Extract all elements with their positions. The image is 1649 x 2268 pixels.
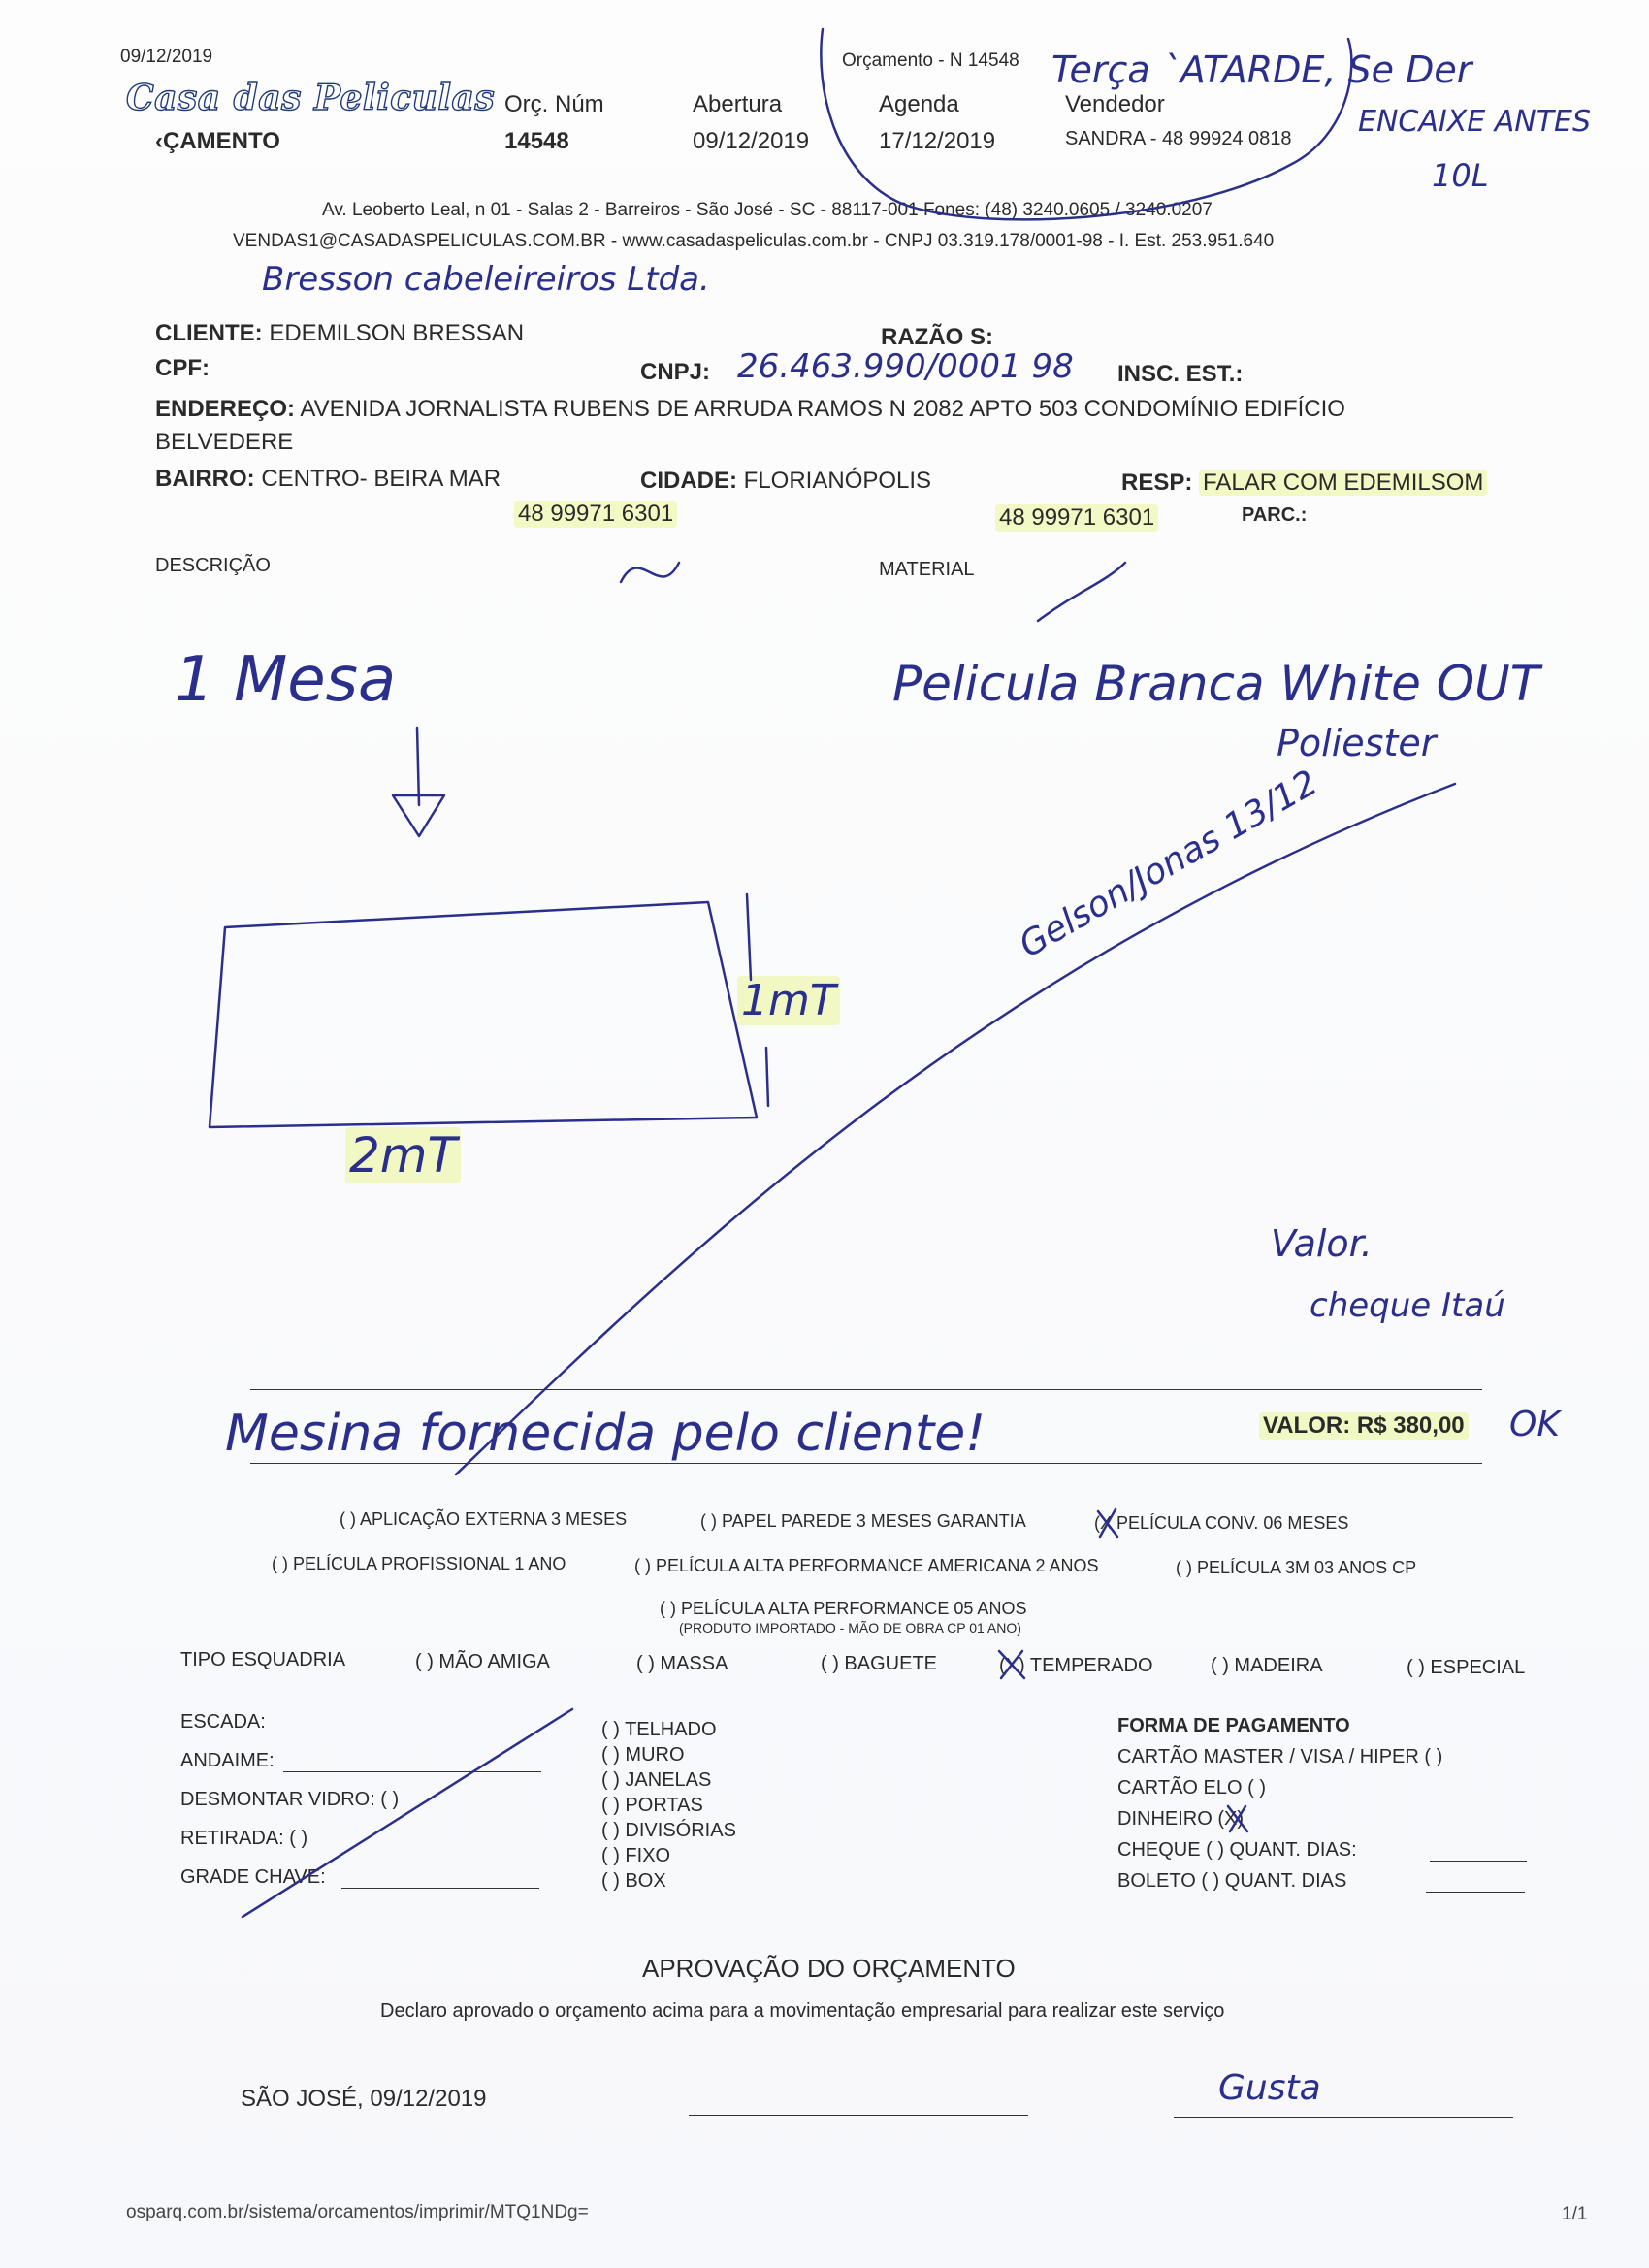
extra-telhado: ( ) TELHADO [601, 1719, 717, 1740]
arrow-down-icon [393, 728, 444, 836]
bairro-label: BAIRRO: [155, 466, 255, 492]
handwritten-item: 1 Mesa [175, 644, 397, 716]
approval-place-date: SÃO JOSÉ, 09/12/2019 [241, 2086, 487, 2112]
handwritten-client-note: Mesina fornecida pelo cliente! [225, 1405, 986, 1463]
handwritten-signature: Gusta [1218, 2068, 1321, 2108]
divider-line [250, 1463, 1482, 1464]
esquadria-label: TIPO ESQUADRIA [180, 1649, 346, 1670]
razao-label: RAZÃO S: [881, 324, 993, 350]
signature-line [1174, 2117, 1513, 2118]
service-option: ( ) APLICAÇÃO EXTERNA 3 MESES [340, 1509, 628, 1529]
handwritten-cnpj: 26.463.990/0001 98 [737, 347, 1074, 386]
print-date: 09/12/2019 [120, 47, 213, 67]
service-option: ( ) PELÍCULA ALTA PERFORMANCE AMERICANA 2 ANOS [634, 1556, 1099, 1575]
cliente-value: EDEMILSON BRESSAN [269, 320, 525, 346]
divider-line [250, 1389, 1482, 1390]
company-logo: Casa das Peliculas [126, 78, 496, 118]
extra-retirada: RETIRADA: ( ) [180, 1828, 308, 1849]
esquadria-option-selected: (X) TEMPERADO [999, 1655, 1153, 1676]
fill-line [283, 1771, 541, 1772]
payment-card: CARTÃO MASTER / VISA / HIPER ( ) [1117, 1746, 1443, 1767]
service-option-note: (PRODUTO IMPORTADO - MÃO DE OBRA CP 01 ANO) [679, 1620, 1021, 1636]
phone-2: 48 99971 6301 [995, 504, 1158, 532]
handwritten-width: 1mT [737, 976, 840, 1025]
insc-label: INSC. EST.: [1117, 361, 1244, 387]
handwritten-material-2: Poliester [1277, 722, 1437, 764]
orc-num-label: Orç. Núm [504, 91, 604, 117]
bairro-value: CENTRO- BEIRA MAR [261, 466, 501, 492]
esquadria-option: ( ) MASSA [636, 1653, 728, 1674]
phone-1: 48 99971 6301 [514, 501, 677, 528]
orc-num-value: 14548 [504, 128, 569, 154]
endereco-value-2: BELVEDERE [155, 429, 294, 455]
resp-label: RESP: [1121, 470, 1193, 496]
extra-muro: ( ) MURO [601, 1744, 685, 1766]
diagonal-strike [456, 784, 1455, 1474]
handwritten-payment-note-2: cheque Itaú [1310, 1286, 1505, 1325]
payment-boleto: BOLETO ( ) QUANT. DIAS [1117, 1870, 1347, 1892]
esquadria-option: ( ) ESPECIAL [1406, 1657, 1526, 1678]
footer-page: 1/1 [1562, 2204, 1588, 2224]
extra-box: ( ) BOX [601, 1870, 666, 1892]
handwritten-schedule-note-3: 10L [1432, 157, 1489, 194]
signature-line [689, 2115, 1028, 2116]
material-label: MATERIAL [879, 559, 975, 580]
payment-cash-selected: DINHEIRO (X) [1117, 1808, 1244, 1830]
esquadria-option: ( ) BAGUETE [821, 1653, 938, 1674]
extra-andaime: ANDAIME: [180, 1750, 275, 1771]
company-address: Av. Leoberto Leal, n 01 - Salas 2 - Barreiros - São José - SC - 88117-001 Fones: (48) 3240.0605 / 3240.0207 [322, 200, 1212, 220]
extra-escada: ESCADA: [180, 1711, 266, 1733]
payment-cheque: CHEQUE ( ) QUANT. DIAS: [1117, 1839, 1357, 1861]
endereco-value: AVENIDA JORNALISTA RUBENS DE ARRUDA RAMOS N 2082 APTO 503 CONDOMÍNIO EDIFÍCIO [300, 396, 1345, 422]
cidade-value: FLORIANÓPOLIS [743, 468, 932, 494]
cpf-label: CPF: [155, 355, 210, 381]
extra-portas: ( ) PORTAS [601, 1795, 703, 1816]
handwritten-payment-note: Valor. [1271, 1222, 1373, 1265]
vendedor-value: SANDRA - 48 99924 0818 [1065, 128, 1292, 149]
handwritten-schedule-note: Terça `ATARDE, Se Der [1051, 49, 1472, 91]
fill-line [1426, 1892, 1525, 1893]
service-option-selected: (X PELÍCULA CONV. 06 MESES [1094, 1513, 1349, 1533]
approval-text: Declaro aprovado o orçamento acima para a movimentação empresarial para realizar este serviço [380, 2000, 1225, 2022]
doc-type: ‹ÇAMENTO [155, 128, 280, 154]
handwritten-material: Pelicula Branca White OUT [892, 656, 1540, 712]
abertura-label: Abertura [693, 91, 783, 117]
extra-fixo: ( ) FIXO [601, 1845, 671, 1866]
payment-elo: CARTÃO ELO ( ) [1117, 1777, 1266, 1798]
abertura-value: 09/12/2019 [693, 128, 810, 154]
dimension-note-stroke [621, 563, 679, 582]
service-option: ( ) PELÍCULA 3M 03 ANOS CP [1176, 1558, 1417, 1577]
esquadria-option: ( ) MÃO AMIGA [415, 1651, 550, 1672]
extra-janelas: ( ) JANELAS [601, 1769, 712, 1791]
handwritten-install-note: Gelson/Jonas 13/12 [1013, 762, 1325, 966]
service-option: ( ) PELÍCULA ALTA PERFORMANCE 05 ANOS [660, 1599, 1027, 1618]
orcamento-ref: Orçamento - N 14548 [842, 50, 1019, 71]
dimension-note-stroke [1038, 563, 1125, 621]
extra-desmontar: DESMONTAR VIDRO: ( ) [180, 1789, 400, 1810]
payment-title: FORMA DE PAGAMENTO [1117, 1715, 1350, 1736]
approval-title: APROVAÇÃO DO ORÇAMENTO [642, 1954, 1016, 1983]
resp-value: FALAR COM EDEMILSOM [1199, 470, 1487, 496]
vendedor-label: Vendedor [1065, 91, 1165, 117]
handwritten-length: 2mT [345, 1127, 461, 1183]
extra-divisorias: ( ) DIVISÓRIAS [601, 1820, 736, 1841]
service-option: ( ) PAPEL PAREDE 3 MESES GARANTIA [700, 1511, 1026, 1531]
handwritten-valor-mark: OK [1509, 1405, 1560, 1444]
handwritten-schedule-note-2: ENCAIXE ANTES [1358, 105, 1592, 139]
extra-grade-chave: GRADE CHAVE: [180, 1866, 326, 1888]
agenda-label: Agenda [879, 91, 959, 117]
fill-line [341, 1888, 539, 1889]
endereco-label: ENDEREÇO: [155, 396, 296, 422]
valor-total: VALOR: R$ 380,00 [1259, 1412, 1469, 1440]
table-sketch [210, 902, 757, 1127]
parc-label: PARC.: [1242, 504, 1308, 526]
cidade-label: CIDADE: [640, 468, 737, 494]
company-contact: VENDAS1@CASADASPELICULAS.COM.BR - www.casadaspeliculas.com.br - CNPJ 03.319.178/0001-98 - I. Est. 253.951.640 [233, 231, 1275, 251]
agenda-value: 17/12/2019 [879, 128, 996, 154]
fill-line [1430, 1861, 1527, 1862]
handwritten-company-name: Bresson cabeleireiros Ltda. [262, 260, 710, 299]
service-option: ( ) PELÍCULA PROFISSIONAL 1 ANO [272, 1554, 566, 1573]
cliente-label: CLIENTE: [155, 320, 263, 346]
descricao-label: DESCRIÇÃO [155, 555, 271, 576]
cnpj-label: CNPJ: [640, 359, 711, 385]
esquadria-option: ( ) MADEIRA [1211, 1655, 1323, 1676]
footer-url: osparq.com.br/sistema/orcamentos/imprimir/MTQ1NDg= [126, 2202, 589, 2222]
